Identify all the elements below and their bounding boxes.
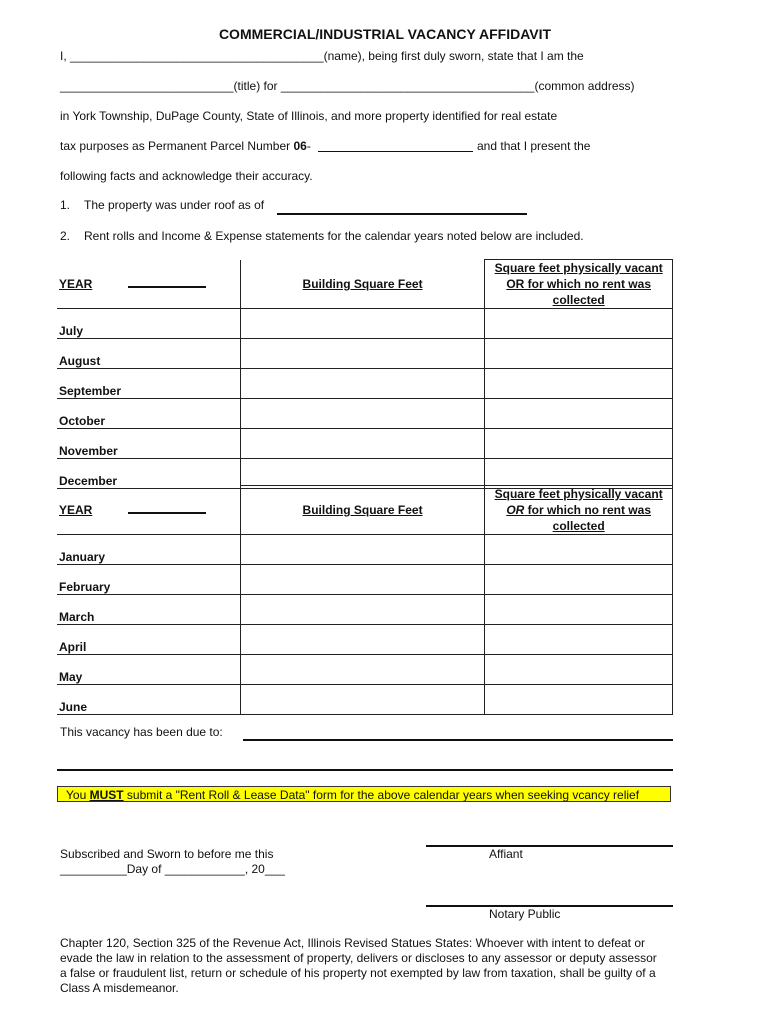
year-field[interactable] <box>128 502 206 514</box>
vacant-input-cell[interactable] <box>485 399 673 429</box>
intro-line-facts: following facts and acknowledge their accuracy. <box>60 169 313 183</box>
year-label: YEAR <box>59 277 93 292</box>
month-cell: July <box>57 309 240 339</box>
vacant-input-cell[interactable] <box>485 339 673 369</box>
sqft-input-cell[interactable] <box>240 399 485 429</box>
vacancy-reason-field[interactable] <box>243 739 673 741</box>
vacant-input-cell[interactable] <box>485 309 673 339</box>
month-cell: December <box>57 459 240 489</box>
vacancy-table-first-half <box>57 259 673 489</box>
affiant-label: Affiant <box>489 847 523 861</box>
sqft-input-cell[interactable] <box>240 339 485 369</box>
vacant-input-cell[interactable] <box>485 429 673 459</box>
month-cell: April <box>57 625 240 655</box>
month-cell: May <box>57 655 240 685</box>
year-label: YEAR <box>59 503 93 518</box>
year-header-cell <box>57 260 240 309</box>
month-cell: August <box>57 339 240 369</box>
item-1-text: The property was under roof as of <box>84 198 265 212</box>
month-cell: January <box>57 535 240 565</box>
form-title: COMMERCIAL/INDUSTRIAL VACANCY AFFIDAVIT <box>218 26 552 42</box>
vacant-input-cell[interactable] <box>485 369 673 399</box>
year-header-cell <box>57 486 240 535</box>
sqft-input-cell[interactable] <box>240 429 485 459</box>
sqft-input-cell[interactable] <box>240 369 485 399</box>
building-sqft-header: Building Square Feet <box>240 260 485 309</box>
parcel-number-field[interactable] <box>318 151 473 152</box>
building-sqft-header: Building Square Feet <box>240 486 485 535</box>
vacancy-reason-field-2[interactable] <box>57 769 673 771</box>
vacant-input-cell[interactable] <box>485 625 673 655</box>
sqft-input-cell[interactable] <box>240 595 485 625</box>
intro-line-title: __________________________(title) for ______________________________________(common address) <box>60 79 635 93</box>
item-1-number: 1. <box>60 198 71 212</box>
must-emphasis: MUST <box>89 788 124 802</box>
vacant-input-cell[interactable] <box>485 685 673 715</box>
sworn-line-2: __________Day of ____________, 20___ <box>60 862 285 876</box>
sqft-input-cell[interactable] <box>240 535 485 565</box>
month-cell: October <box>57 399 240 429</box>
item-2-number: 2. <box>60 229 71 243</box>
sworn-line-1: Subscribed and Sworn to before me this <box>60 847 274 861</box>
vacant-input-cell[interactable] <box>485 459 673 489</box>
sqft-input-cell[interactable] <box>240 685 485 715</box>
item-2-text: Rent rolls and Income & Expense statements for the calendar years noted below are included. <box>84 229 584 243</box>
month-cell: September <box>57 369 240 399</box>
intro-line-name: I, ______________________________________(name), being first duly sworn, state that I am the <box>60 49 584 63</box>
vacancy-reason-label: This vacancy has been due to: <box>60 725 223 739</box>
sqft-input-cell[interactable] <box>240 655 485 685</box>
vacancy-table-second-half <box>57 485 673 715</box>
month-cell: March <box>57 595 240 625</box>
sqft-input-cell[interactable] <box>240 565 485 595</box>
sqft-input-cell[interactable] <box>240 459 485 489</box>
under-roof-date-field[interactable] <box>277 213 527 215</box>
vacant-input-cell[interactable] <box>485 595 673 625</box>
vacant-input-cell[interactable] <box>485 655 673 685</box>
parcel-dash: - <box>306 139 311 153</box>
parcel-code: 06 <box>293 139 307 153</box>
parcel-suffix-text: and that I present the <box>477 139 591 153</box>
rent-roll-notice: You MUST submit a "Rent Roll & Lease Data" form for the above calendar years when seeking vcancy relief <box>57 786 671 802</box>
parcel-prefix-text: tax purposes as Permanent Parcel Number <box>60 139 294 153</box>
vacant-sqft-header: Square feet physically vacant OR for which no rent was collected <box>485 486 673 535</box>
affiant-signature-line[interactable] <box>426 845 673 847</box>
notary-label: Notary Public <box>489 907 561 921</box>
month-cell: June <box>57 685 240 715</box>
intro-line-parcel <box>60 139 311 153</box>
sqft-input-cell[interactable] <box>240 309 485 339</box>
vacant-sqft-header: Square feet physically vacant OR for which no rent was collected <box>485 260 673 309</box>
legal-notice: Chapter 120, Section 325 of the Revenue Act, Illinois Revised Statues States: Whoever with intent to defeat or evade the law in relation to the assessment of property, delivers or discloses to any assessor or deputy assessor a false or fraudulent list, return or schedule of his property not exempted by law from taxation, shall be guilty of a Class A misdemeanor. <box>60 936 657 995</box>
sqft-input-cell[interactable] <box>240 625 485 655</box>
vacant-input-cell[interactable] <box>485 535 673 565</box>
month-cell: February <box>57 565 240 595</box>
vacant-input-cell[interactable] <box>485 565 673 595</box>
month-cell: November <box>57 429 240 459</box>
year-field[interactable] <box>128 276 206 288</box>
intro-line-location: in York Township, DuPage County, State of Illinois, and more property identified for real estate <box>60 109 558 123</box>
